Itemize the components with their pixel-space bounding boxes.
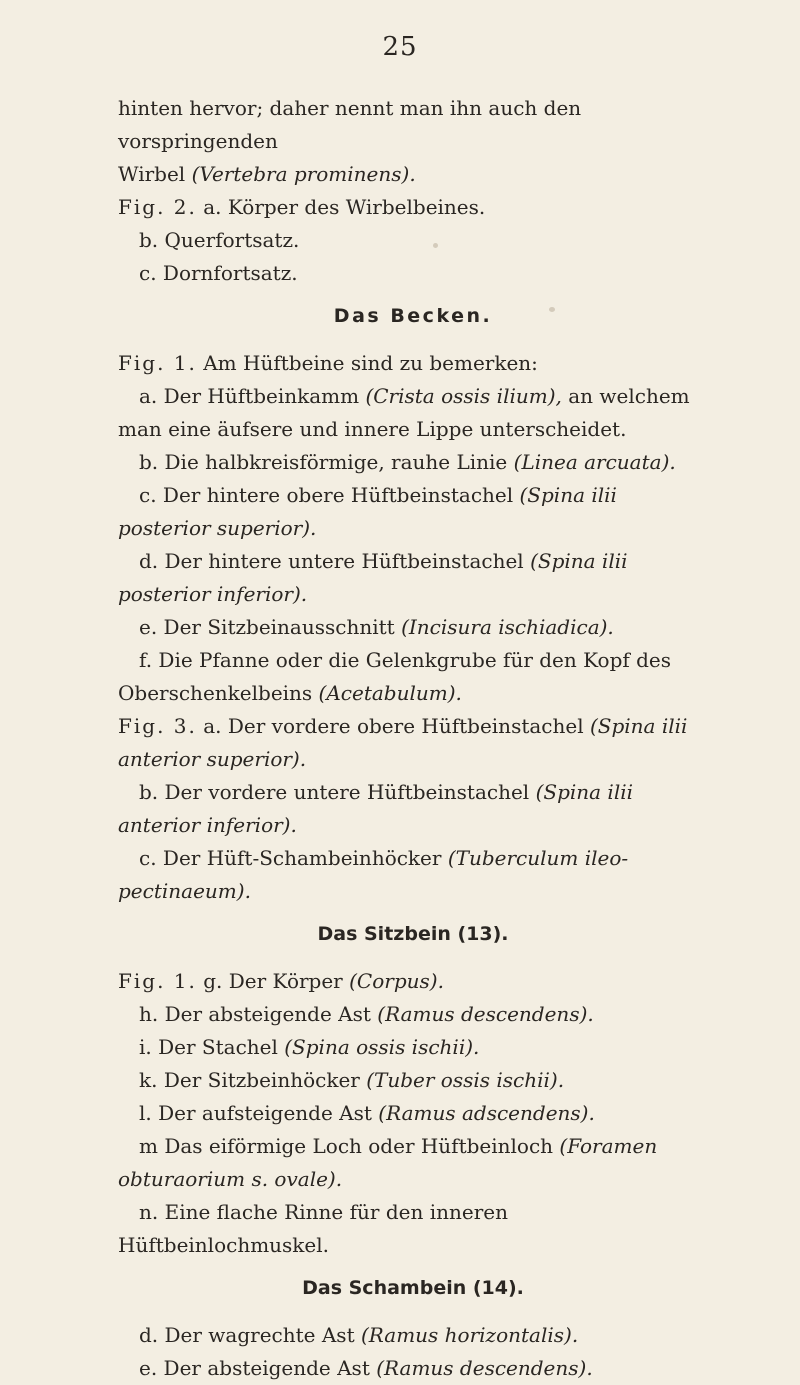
figure-label: Fig. 1.: [118, 351, 197, 375]
figure-item: e. Der absteigende Ast (Ramus descendens).: [139, 1356, 593, 1380]
figure-item: i. Der Stachel (Spina ossis ischii).: [139, 1035, 480, 1059]
figure-item: d. Der wagrechte Ast (Ramus horizontalis).: [139, 1323, 579, 1347]
latin-term: (Ramus descendens).: [377, 1002, 594, 1026]
latin-term: (Ramus horizontalis).: [360, 1323, 579, 1347]
latin-term: (Crista ossis ilium),: [365, 384, 562, 408]
latin-term: (Tuberculum ileo-pectinaeum).: [118, 846, 629, 903]
figure-entry: Fig. 1. g. Der Körper (Corpus).: [118, 969, 444, 993]
figure-entry: Fig. 1. Am Hüftbeine sind zu bemerken:: [118, 351, 538, 375]
figure-item: b. Querfortsatz.: [139, 228, 300, 252]
figure-label: Fig. 1.: [118, 969, 197, 993]
figure-item: k. Der Sitzbeinhöcker (Tuber ossis ischii).: [139, 1068, 565, 1092]
figure-label: Fig. 3.: [118, 714, 197, 738]
figure-item: c. Dornfortsatz.: [139, 261, 298, 285]
paper-spot: [433, 243, 438, 248]
text-line: Wirbel (Vertebra prominens).: [118, 162, 416, 186]
latin-term: (Spina ossis ischii).: [284, 1035, 480, 1059]
figure-label: Fig. 2.: [118, 195, 197, 219]
latin-term: (Spina ilii posterior inferior).: [118, 549, 628, 606]
paper-spot: [549, 307, 555, 312]
figure-item: b. Die halbkreisförmige, rauhe Linie (Linea arcuata).: [139, 450, 676, 474]
figure-item: a. Der Hüftbeinkamm (Crista ossis ilium), an welchem man eine äufsere und innere Lippe unterscheidet.: [118, 384, 690, 441]
latin-term: (Vertebra prominens).: [191, 162, 416, 186]
figure-item: m Das eiförmige Loch oder Hüftbeinloch (Foramen obturaorium s. ovale).: [118, 1134, 658, 1191]
figure-item: d. Der hintere untere Hüftbeinstachel (Spina ilii posterior inferior).: [118, 549, 628, 606]
latin-term: (Ramus adscendens).: [378, 1101, 595, 1125]
figure-item: e. Der Sitzbeinausschnitt (Incisura ischiadica).: [139, 615, 614, 639]
latin-term: (Spina ilii anterior inferior).: [118, 780, 634, 837]
figure-item: n. Eine flache Rinne für den inneren Hüftbeinlochmuskel.: [118, 1200, 508, 1257]
section-heading: Das Becken.: [333, 305, 493, 327]
latin-term: (Spina ilii anterior superior).: [118, 714, 688, 771]
figure-item: l. Der aufsteigende Ast (Ramus adscendens).: [139, 1101, 595, 1125]
figure-item: c. Der Hüft-Schambeinhöcker (Tuberculum ileo-pectinaeum).: [118, 846, 629, 903]
figure-item: c. Der hintere obere Hüftbeinstachel (Spina ilii posterior superior).: [118, 483, 617, 540]
figure-item: f. Die Pfanne oder die Gelenkgrube für den Kopf des Oberschenkelbeins (Acetabulum).: [118, 648, 672, 705]
latin-term: (Corpus).: [349, 969, 444, 993]
figure-entry: Fig. 2. a. Körper des Wirbelbeines.: [118, 195, 486, 219]
text-line: hinten hervor; daher nennt man ihn auch den vorspringenden: [118, 96, 582, 153]
page-number: 25: [382, 32, 418, 62]
latin-term: (Tuber ossis ischii).: [366, 1068, 565, 1092]
section-heading: Das Sitzbein (13).: [317, 923, 509, 945]
figure-entry: Fig. 3. a. Der vordere obere Hüftbeinstachel (Spina ilii anterior superior).: [118, 714, 688, 771]
latin-term: (Foramen obturaorium s. ovale).: [118, 1134, 658, 1191]
section-heading: Das Schambein (14).: [302, 1277, 524, 1299]
latin-term: (Linea arcuata).: [513, 450, 676, 474]
figure-item: h. Der absteigende Ast (Ramus descendens).: [139, 1002, 594, 1026]
latin-term: (Incisura ischiadica).: [401, 615, 614, 639]
latin-term: (Ramus descendens).: [376, 1356, 593, 1380]
page-body: [118, 92, 708, 1385]
latin-term: (Acetabulum).: [318, 681, 462, 705]
figure-item: b. Der vordere untere Hüftbeinstachel (Spina ilii anterior inferior).: [118, 780, 634, 837]
latin-term: (Spina ilii posterior superior).: [118, 483, 617, 540]
